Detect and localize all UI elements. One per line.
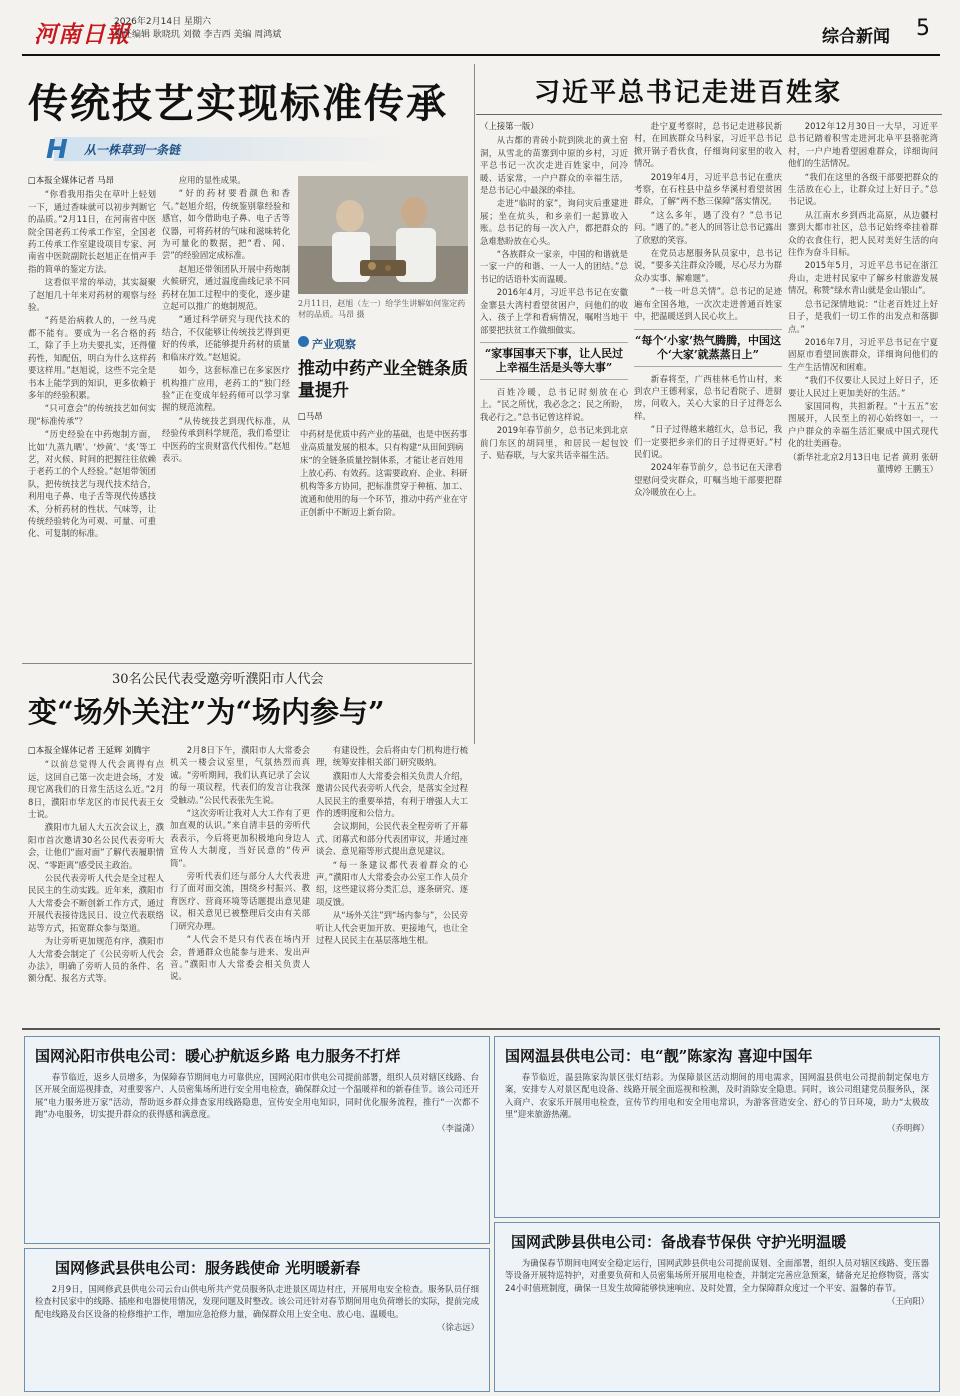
article-2-headline: 变“场外关注”为“场内参与” <box>28 695 385 729</box>
commentary-body: 中药材是优质中药产业的基础，也是中医药事业高质量发展的根本。只有构建“从田间到病床”的全链条质量控制体系，才能让老百姓用上放心药、有效药。这需要政府、企业、科研机构等多方协同，把标准贯穿于种植、加工、流通和使用的每一个环节，推动中药产业在守正创新中不断迈上新台阶。 <box>300 429 468 517</box>
section-title: 综合新闻 <box>822 27 890 47</box>
subhead-letter-icon: H <box>46 135 68 165</box>
article-1-headline: 传统技艺实现标准传承 <box>28 80 448 127</box>
photo-scene-image <box>298 176 468 294</box>
page-number: 5 <box>916 16 930 41</box>
commentary-byline: □马昂 <box>298 411 323 421</box>
article-1-subhead: 从一株草到一条链 <box>84 143 181 157</box>
box-body <box>35 1071 479 1235</box>
paragraph: 旁听代表们还与部分人大代表进行了面对面交流，围绕乡村振兴、教育医疗、营商环境等话题提出意见建议，相关意见已被整理后交由有关部门研究办理。 <box>170 871 310 931</box>
paragraph: “从传统技艺到现代标准，从经验传承到科学规范，我们希望让中医药的宝贵财富代代相传。”赵旭表示。 <box>162 415 290 463</box>
article-2-column-b <box>170 744 310 1020</box>
paragraph: 濮阳市人大常委会相关负责人介绍，邀请公民代表旁听人代会，是落实全过程人民民主的重要举措，有利于增强人大工作的透明度和公信力。 <box>316 770 468 819</box>
box-title: 国网沁阳市供电公司：暖心护航返乡路 电力服务不打烊 <box>35 1047 401 1065</box>
box-credit: （王向阳） <box>887 1296 929 1307</box>
headline-rule <box>476 114 942 115</box>
article-2-column-a <box>28 744 164 1020</box>
paragraph: “日子过得越来越红火，总书记，我们一定要把乡亲们的日子过得更好。”村民们说。 <box>634 424 782 459</box>
paragraph: 家国同构，共担新程。“十五五”宏图展开，人民至上的初心始终如一，一户户群众的幸福生活汇聚成中国式现代化的壮美画卷。 <box>788 400 938 449</box>
article-3-credit: （新华社北京2月13日电 记者 黄玥 张研 董博婷 王鹏玉） <box>788 451 938 474</box>
paragraph: “只可意会”的传统技艺如何实现“标准传承”？ <box>28 403 156 426</box>
paragraph: “药是治病救人的，一丝马虎都不能有。要成为一名合格的药工，除了手上功夫要扎实，还得懂药性，知配伍，明白为什么这样药要这样用。”赵旭说，这些不完全是书本上能学到的知识，更多依赖于多年的经验积累。 <box>28 315 156 400</box>
paragraph: 如今，这套标准已在多家医疗机构推广应用，老药工的“独门经验”正在变成年轻药师可以学习掌握的规范流程。 <box>162 365 290 413</box>
article-3-column-b <box>634 120 782 1020</box>
paragraph: 走进“临时的家”，询问灾后重建进展；坐在炕头，和乡亲们一起算收入账。总书记的每一次入户，都把群众的急难愁盼放在心头。 <box>480 198 628 246</box>
paragraph: 为确保春节期间电网安全稳定运行，国网武陟县供电公司提前谋划、全面部署，组织人员对辖区线路、变压器等设备开展特巡特护，对重要负荷和人员密集场所开展用电检查，并制定完善应急预案，储备充足抢修物资，落实24小时值班制度，确保一旦发生故障能够快速响应、及时处置，全力保障群众度过一个平安、温馨的春节。 <box>505 1258 929 1293</box>
paragraph: “我们不仅要让人民过上好日子，还要让人民过上更加美好的生活。” <box>788 375 938 398</box>
paragraph: 春节临近，返乡人员增多，为保障春节期间电力可靠供应，国网沁阳市供电公司提前部署，组织人员对辖区线路、台区开展全面巡视排查，对重要客户、人员密集场所进行安全用电检查，确保群众过一个温暖祥和的新春佳节。该公司还开展“电力服务进万家”活动，帮助返乡群众排查家用线路隐患，宣传安全用电知识，同时优化服务流程，推行“一次都不跑”办电服务，切实提升群众的获得感和满意度。 <box>35 1072 479 1120</box>
news-box-xiuwu <box>24 1248 490 1392</box>
photo-caption: 2月11日，赵旭（左一）给学生讲解如何鉴定药材的品质。马昂 摄 <box>298 299 466 319</box>
paragraph: “一枝一叶总关情”。总书记的足迹遍布全国各地，一次次走进普通百姓家中，把温暖送到人民心坎上。 <box>634 286 782 322</box>
masthead-meta <box>114 16 374 42</box>
article-3-column-a <box>480 120 628 1020</box>
paragraph: “历史经验在中药炮制方面，比如‘九蒸九晒’、‘炒黄’、‘炙’等工艺，对火候、时间的把握往往依赖于老药工的个人经验。”赵旭带领团队，把传统技艺与现代技术结合，利用电子鼻、电子舌等现代传感技术，分析药材的性状、气味等，让传统经验转化为可观、可量、可重化、可复制的标准。 <box>28 429 156 539</box>
article-3-subheading-1: “家事国事天下事，让人民过上幸福生活是头等大事” <box>480 342 628 380</box>
paragraph: “通过科学研究与现代技术的结合，不仅能够让传统技艺得到更好的传承，还能够提升药材的质量和临床疗效。”赵旭说。 <box>162 314 290 362</box>
article-1-byline: □本报全媒体记者 马昂 <box>28 175 114 185</box>
paragraph: 2024年春节前夕，总书记在天津看望慰问受灾群众，叮嘱当地干部要把群众冷暖放在心上。 <box>634 462 782 498</box>
paragraph: 春节临近，温县陈家沟景区张灯结彩。为保障景区活动期间的用电需求，国网温县供电公司提前制定保电方案，安排专人对景区配电设备、线路开展全面巡视和检测，及时消除安全隐患。同时，该公司组建党员服务队，深入商户、农家乐开展用电检查，宣传节约用电和安全用电常识，为游客营造安全、舒心的节日环境，助力“太极故里”迎来旅游热潮。 <box>505 1072 929 1120</box>
box-body <box>505 1257 929 1385</box>
article-1-column-b <box>162 174 290 658</box>
paragraph: 应用的显性成果。 <box>178 175 246 185</box>
paragraph: “以前总觉得人代会离得有点远，这回自己第一次走进会场，才发现它离我们的日常生活这么近。”2月8日，濮阳市华龙区的市民代表王女士说。 <box>28 759 164 820</box>
box-title: 国网武陟县供电公司：备战春节保供 守护光明温暖 <box>511 1233 847 1251</box>
paragraph: 会议期间，公民代表全程旁听了开幕式、闭幕式和部分代表团审议，并通过座谈会、意见箱等形式提出意见建议。 <box>316 821 468 857</box>
paragraph: 2月9日，国网修武县供电公司云台山供电所共产党员服务队走进景区周边村庄，开展用电安全检查。服务队员仔细检查村民家中的线路、插座和电器使用情况，发现问题及时整改。该公司还针对春节期间用电负荷增长的实际，提前完成配电线路及台区设备的检修维护工作，增加应急抢修力量，确保群众用上安全电、放心电、温暖电。 <box>35 1284 479 1319</box>
paragraph: 2012年12月30日一大早，习近平总书记踏着积雪走进河北阜平县骆驼湾村，一户户地看望困难群众，详细询问他们的生活情况。 <box>788 121 938 169</box>
paragraph: “这次旁听让我对人大工作有了更加直观的认识。”来自清丰县的旁听代表表示，今后将更加积极地向身边人宣传人大制度，当好民意的“传声筒”。 <box>170 808 310 868</box>
paragraph: 从“场外关注”到“场内参与”，公民旁听让人代会更加开放、更接地气，也让全过程人民民主在基层落地生根。 <box>316 910 468 946</box>
paragraph: “每一条建议都代表着群众的心声。”濮阳市人大常委会办公室工作人员介绍，这些建议将分类汇总，逐条研究、逐项反馈。 <box>316 859 468 907</box>
masthead-date: 2026年2月14日 星期六 <box>114 17 211 27</box>
article-3-lead: （上接第一版） <box>480 121 539 131</box>
paragraph: 为让旁听更加规范有序，濮阳市人大常委会制定了《公民旁听人代会办法》，明确了旁听人员的条件、名额分配、报名方式等。 <box>28 936 164 984</box>
paragraph: “人代会不是只有代表在场内开会，普通群众也能参与进来、发出声音。”濮阳市人大常委会相关负责人说。 <box>170 934 310 982</box>
article-1-column-a <box>28 174 156 658</box>
paragraph: 这看似平常的举动，其实凝聚了赵旭几十年来对药材的观察与经验。 <box>28 277 156 313</box>
article-1-subhead-bar <box>46 135 414 165</box>
box-body <box>505 1071 929 1211</box>
paragraph: “各族群众一家亲，中国的和谐就是一家一户的和谐、一人一人的团结。”总书记的话语朴实而温暖。 <box>480 249 628 284</box>
box-body <box>35 1283 479 1387</box>
paragraph: 从古都的青砖小院到陕北的黄土窑洞，从雪北的苗寨到中原的乡村，习近平总书记一次次走进百姓家中，问冷暖、话家常，一户户群众的幸福生活，是总书记心中最深的牵挂。 <box>480 135 628 196</box>
news-box-qinyang <box>24 1036 490 1244</box>
paragraph: 赵旭还带领团队开展中药炮制火候研究，通过温度曲线记录不同药材在加工过程中的变化，逐步建立起可以推广的炮制规范。 <box>162 263 290 312</box>
column-divider <box>474 64 475 744</box>
article-1-photo <box>298 176 468 294</box>
article-3-headline: 习近平总书记走进百姓家 <box>534 78 843 108</box>
box-credit: （徐志远） <box>437 1322 479 1333</box>
article-2-column-c <box>316 744 468 1020</box>
bottom-section-rule <box>22 1028 940 1030</box>
paragraph: 濮阳市九届人大五次会议上，濮阳市首次邀请30名公民代表旁听大会，让他们“面对面”了解代表履职情况、“零距离”感受民主政治。 <box>28 822 164 870</box>
article-3-subheading-2: “每个‘小家’热气腾腾，中国这个‘大家’就蒸蒸日上” <box>634 329 782 367</box>
kicker-dot-icon <box>298 336 309 347</box>
article-2-kicker: 30名公民代表受邀旁听濮阳市人代会 <box>112 672 324 687</box>
news-box-wenxian <box>494 1036 940 1218</box>
article-2-byline: □本报全媒体记者 王延辉 刘腾宇 <box>28 745 151 755</box>
paragraph: “我们在这里的各级干部要把群众的生活放在心上，让群众过上好日子。”总书记说。 <box>788 171 938 207</box>
article-3-column-c <box>788 120 938 1020</box>
paragraph: 总书记深情地说：“让老百姓过上好日子，是我们一切工作的出发点和落脚点。” <box>788 298 938 334</box>
box-title: 国网温县供电公司：电“靓”陈家沟 喜迎中国年 <box>505 1047 813 1065</box>
section-divider <box>22 663 472 664</box>
article-1-kicker <box>298 336 356 352</box>
paragraph: 2016年4月，习近平总书记在安徽金寨县大湾村看望贫困户，问他们的收入、孩子上学和看病情况，嘱咐当地干部要把扶贫工作做细做实。 <box>480 287 628 335</box>
paragraph: 赴宁夏考察时，总书记走进移民新村，在回族群众马科家，习近平总书记掀开锅子看伙食，仔细询问家里的收入情况。 <box>634 121 782 169</box>
paragraph: 2019年4月，习近平总书记在重庆考察，在石柱县中益乡华溪村看望贫困群众，了解“两不愁三保障”落实情况。 <box>634 171 782 207</box>
paragraph: 2019年春节前夕，总书记来到北京前门东区的胡同里，和居民一起包饺子、贴春联，与大家共话幸福生活。 <box>480 425 628 460</box>
newspaper-logo: 河南日報 <box>34 21 130 48</box>
box-credit: （乔明辉） <box>887 1122 929 1133</box>
paragraph: “你看我用指尖在草叶上轻划一下，通过香味就可以初步判断它的品质。”2月11日，在河南省中医院全国老药工传承工作室，全国老药工传承工作室建设项目专家、河南省中医院副院长赵旭正在悄声手指的简单的鉴定方法。 <box>28 189 156 274</box>
masthead-rule <box>22 54 940 56</box>
masthead <box>22 8 940 52</box>
news-box-wuzhi <box>494 1222 940 1392</box>
box-title: 国网修武县供电公司：服务践使命 光明暖新春 <box>55 1259 361 1277</box>
paragraph: 百姓冷暖，总书记时刻放在心上。“民之所忧，我必念之；民之所盼，我必行之。”总书记曾这样说。 <box>480 386 628 422</box>
paragraph: 公民代表旁听人代会是全过程人民民主的生动实践。近年来，濮阳市人大常委会不断创新工作方式，通过开展代表接待选民日、设立代表联络站等方式，拓宽群众参与渠道。 <box>28 873 164 933</box>
paragraph: “好的药材要看颜色和香气。”赵旭介绍，传统鉴别靠经验和感官，如今借助电子鼻、电子舌等仪器，可将药材的气味和滋味转化为可量化的数据，把“看、闻、尝”的经验固定成标准。 <box>162 188 290 261</box>
paragraph: 2015年5月，习近平总书记在浙江舟山，走进村民家中了解乡村旅游发展情况，称赞“绿水青山就是金山银山”。 <box>788 260 938 296</box>
masthead-editors: 责任编辑 耿晓玑 刘微 李吉西 美编 周鸿斌 <box>114 30 282 40</box>
paragraph: 2月8日下午，濮阳市人大常委会机关一楼会议室里，气氛热烈而真诚。“旁听期间，我们认真记录了会议的每一项议程，代表们的发言让我深受触动。”公民代表张先生说。 <box>170 745 310 805</box>
box-credit: （李溢潇） <box>437 1122 479 1133</box>
paragraph: 从江南水乡到西北高原，从边疆村寨到大都市社区，总书记始终牵挂着群众的衣食住行，把人民对美好生活的向往作为奋斗目标。 <box>788 209 938 258</box>
paragraph: 有建设性，会后将由专门机构进行梳理，统筹安排相关部门研究吸纳。 <box>316 745 468 768</box>
commentary-headline: 推动中药产业全链条质量提升 <box>298 359 468 401</box>
kicker-label: 产业观察 <box>312 338 356 351</box>
paragraph: 2016年7月，习近平总书记在宁夏固原市看望回族群众，详细询问他们的生产生活情况和困难。 <box>788 336 938 372</box>
paragraph: 在党员志愿服务队员家中，总书记说，“要多关注群众冷暖，尽心尽力为群众办实事、解难题”。 <box>634 248 782 283</box>
paragraph: “这么多年，遇了没有？”总书记问。“遇了的。”老人的回答让总书记露出了欣慰的笑容。 <box>634 209 782 245</box>
paragraph: 新春将至，广西桂林毛竹山村，来到农户王德利家，总书记看院子、进厨房，问收入，关心大家的日子过得怎么样。 <box>634 373 782 421</box>
